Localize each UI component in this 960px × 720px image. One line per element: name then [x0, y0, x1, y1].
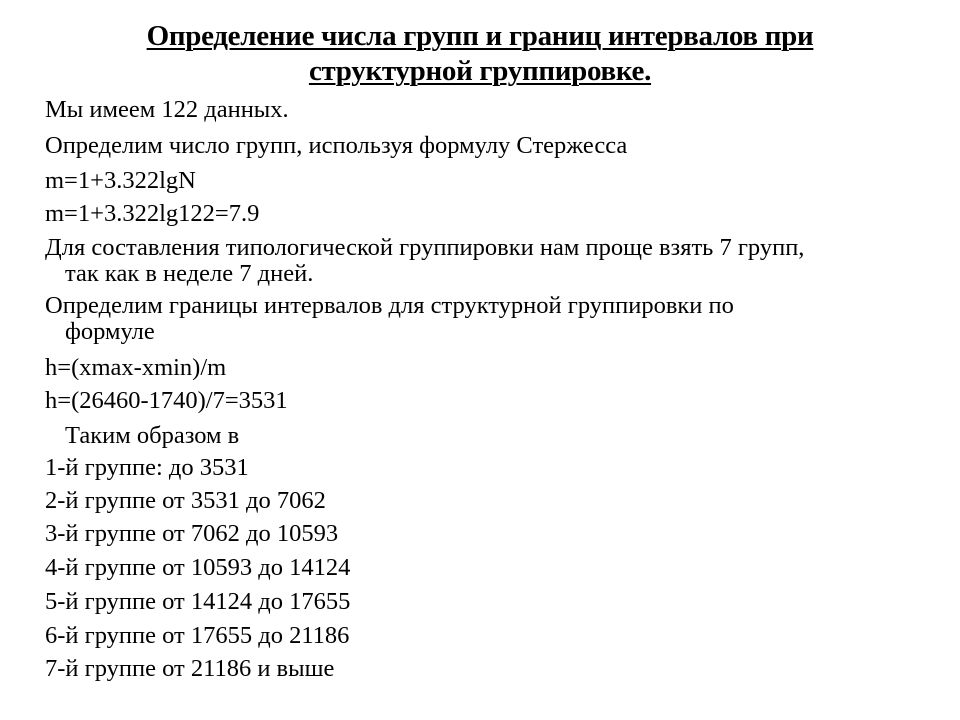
calc-h: h=(26460-1740)/7=3531 [45, 387, 288, 414]
group-item: 1-й группе: до 3531 [45, 454, 249, 481]
formula-h: h=(xmax-xmin)/m [45, 354, 227, 381]
sturges-intro-text: Определим число групп, используя формулу Стержесса [45, 132, 628, 159]
group-item: 4-й группе от 10593 до 14124 [45, 554, 351, 581]
typology-text-line-2: так как в неделе 7 дней. [65, 260, 314, 287]
group-item: 2-й группе от 3531 до 7062 [45, 487, 326, 514]
group-item: 3-й группе от 7062 до 10593 [45, 520, 339, 547]
intro-text: Мы имеем 122 данных. [45, 96, 289, 123]
slide-title-line-1: Определение числа групп и границ интервалов при [146, 20, 814, 52]
slide-title-line-2: структурной группировке. [308, 55, 652, 87]
interval-intro-line-2: формуле [65, 318, 155, 345]
group-item: 6-й группе от 17655 до 21186 [45, 622, 350, 649]
typology-text-line-1: Для составления типологической группировки нам проще взять 7 групп, [45, 234, 805, 261]
interval-intro-line-1: Определим границы интервалов для структурной группировки по [45, 292, 734, 319]
group-item: 5-й группе от 14124 до 17655 [45, 588, 351, 615]
formula-m: m=1+3.322lgN [45, 167, 196, 194]
thus-text: Таким образом в [65, 422, 240, 449]
calc-m: m=1+3.322lg122=7.9 [45, 200, 260, 227]
group-item: 7-й группе от 21186 и выше [45, 655, 335, 682]
